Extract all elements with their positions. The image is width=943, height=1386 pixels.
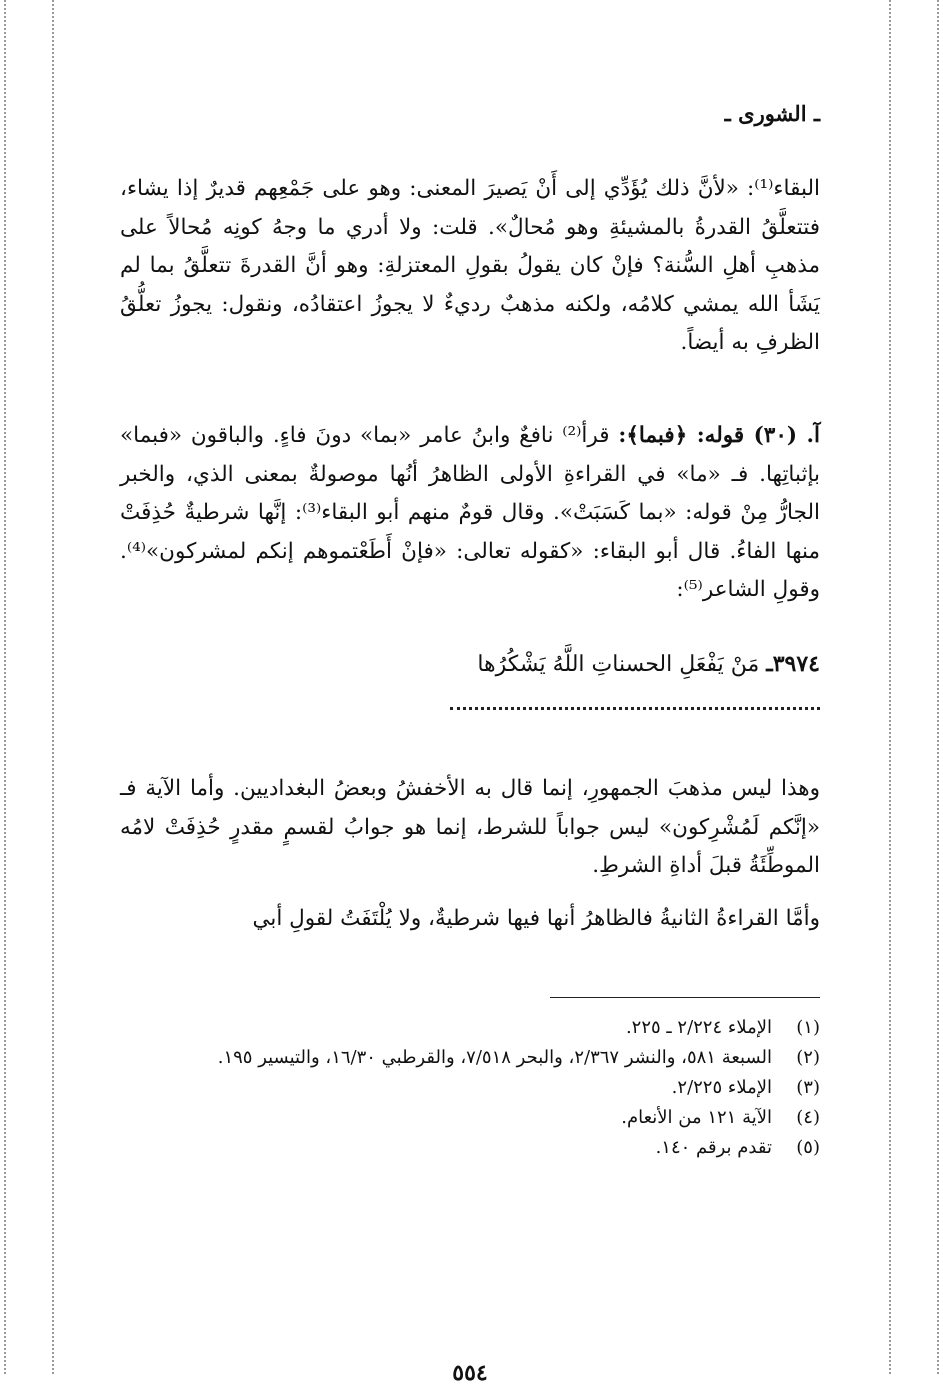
footnote-item (120, 1073, 820, 1103)
scan-edge-right-inner (889, 0, 891, 1374)
verse-number: ٣٩٧٤ـ (766, 651, 820, 677)
running-header: ـ الشورى ـ (724, 101, 820, 126)
paragraph-2 (120, 417, 820, 610)
footnote-item (120, 1013, 820, 1043)
poetry-verse (120, 645, 820, 684)
scan-edge-left-outer (4, 0, 6, 1374)
footnote-item (120, 1043, 820, 1073)
footnote-text: السبعة ٥٨١، والنشر ٢/٣٦٧، والبحر ٧/٥١٨، والقرطبي ١٦/٣٠، والتيسير ١٩٥. (217, 1047, 772, 1068)
footnote-item (120, 1103, 820, 1133)
footnote-text: الإملاء ٢/٢٢٤ ـ ٢٢٥. (625, 1017, 772, 1038)
dotted-separator (450, 707, 820, 710)
scan-edge-right-outer (937, 0, 939, 1374)
paragraph-2-text: قرأ⁽²⁾ نافعٌ وابنُ عامر «بما» دونَ فاءٍ. والباقون «فبما» بإثباتِها. فـ «ما» في القراءةِ الأولى الظاهرُ أنُها موصولةٌ بمعنى الذي، والخبر الجارُّ مِنْ قوله: «بما كَسَبَتْ». وقال قومٌ منهم أبو البقاء⁽³⁾: إنَّها شرطيةٌ حُذِفَتْ منها الفاءُ. قال أبو البقاء: «كقوله تعالى: «فإنْ أَطَعْتموهم إنكم لمشركون»⁽⁴⁾. وقولِ الشاعر⁽⁵⁾: (120, 423, 820, 602)
footnote-number: (٢) (796, 1047, 820, 1068)
paragraph-4: وأمَّا القراءةُ الثانيةُ فالظاهرُ أنها فيها شرطيةٌ، ولا يُلْتَفَتُ لقولِ أبي (252, 906, 820, 931)
paragraph-3: وهذا ليس مذهبَ الجمهورِ، إنما قال به الأخفشُ وبعضُ البغداديين. وأما الآية فـ «إنَّكم لَمُشْرِكون» ليس جواباً للشرط، إنما هو جوابُ لقسمٍ مقدرٍ حُذِفَتْ لامُه الموطِّئَةُ قبلَ أداةِ الشرطِ. (120, 776, 820, 878)
page-number: ٥٥٤ (452, 1360, 488, 1386)
footnote-rule (550, 997, 820, 998)
footnote-text: تقدم برقم ١٤٠. (655, 1137, 772, 1158)
verse-reference-lead: آ. (٣٠) قوله: ﴿فبما﴾: (618, 423, 820, 448)
footnote-text: الإملاء ٢/٢٢٥. (671, 1077, 772, 1098)
footnote-number: (٣) (796, 1077, 820, 1098)
footnote-text: الآية ١٢١ من الأنعام. (621, 1107, 772, 1128)
footnotes-list (120, 1013, 820, 1163)
footnote-number: (٤) (796, 1107, 820, 1128)
footnote-item (120, 1133, 820, 1163)
paragraph-1: البقاء⁽¹⁾: «لأنَّ ذلك يُؤَدِّي إلى أَنْ يَصيرَ المعنى: وهو على جَمْعِهم قديرٌ إذا يشاء، فتتعلَّقُ القدرةُ بالمشيئةِ وهو مُحالٌ». قلت: ولا أدري ما وجهُ كونِه مُحالاً على مذهبِ أهلِ السُّنة؟ فإنْ كان يقولُ بقولِ المعتزلةِ: وهو أنَّ القدرةَ تتعلَّقُ بما لم يَشَأ الله يمشي كلامُه، ولكنه مذهبٌ رديءٌ لا يجوزُ اعتقادُه، ونقول: يجوزُ تعلُّقُ الظرفِ به أيضاً. (120, 176, 820, 355)
footnote-number: (١) (796, 1017, 820, 1038)
scan-edge-left-inner (52, 0, 54, 1374)
footnote-number: (٥) (796, 1137, 820, 1158)
verse-text: مَنْ يَفْعَلِ الحسناتِ اللَّهُ يَشْكُرُها (477, 652, 760, 677)
